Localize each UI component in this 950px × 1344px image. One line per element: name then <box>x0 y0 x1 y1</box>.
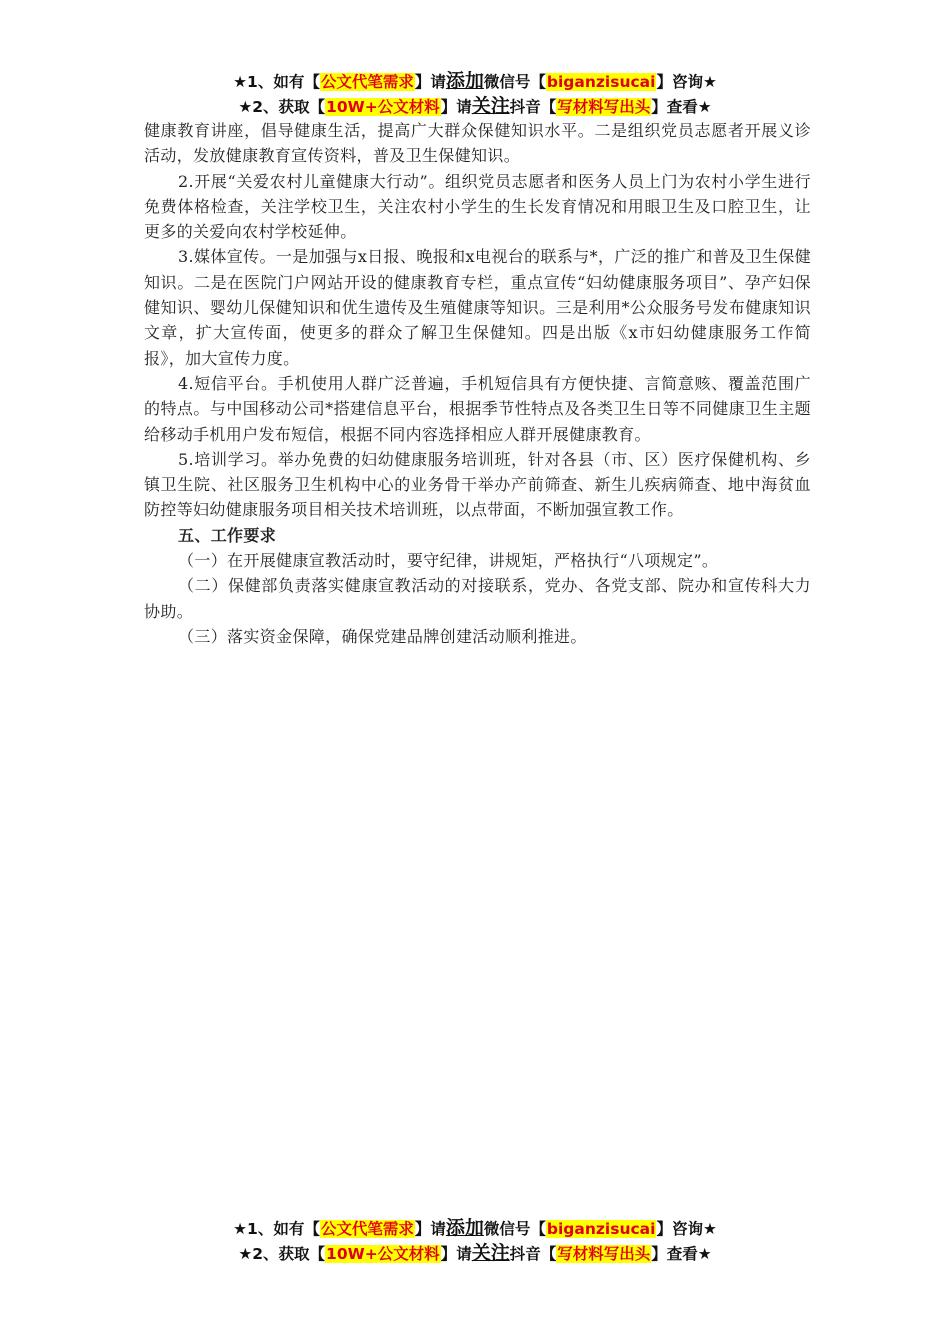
promo-service-highlight: 公文代笔需求 <box>320 73 414 91</box>
document-body <box>144 118 811 649</box>
promo-add-emphasis: 添加 <box>445 70 484 92</box>
promo-line-2-connector: 】请 <box>440 1245 472 1263</box>
promo-line-2-douyin-label: 抖音【 <box>509 1245 557 1263</box>
top-promo-banner <box>0 69 950 119</box>
body-paragraph-continuation: 健康教育讲座，倡导健康生活，提高广大群众保健知识水平。二是组织党员志愿者开展义诊活动，发放健康教育宣传资料，普及卫生保健知识。 <box>144 121 811 166</box>
promo-line-2 <box>0 1241 950 1266</box>
promo-line-2-suffix: 】查看★ <box>651 1245 712 1263</box>
promo-line-1-prefix: ★1、如有【 <box>233 73 320 91</box>
promo-line-1-wechat-label: 微信号【 <box>483 73 546 91</box>
promo-line-1-connector: 】请 <box>414 1220 446 1238</box>
promo-wechat-id: biganzisucai <box>546 1220 656 1238</box>
promo-douyin-account: 写材料写出头 <box>557 1245 651 1263</box>
promo-line-1-connector: 】请 <box>414 73 446 91</box>
promo-materials-highlight: 10W+公文材料 <box>326 1245 440 1263</box>
promo-line-1-wechat-label: 微信号【 <box>483 1220 546 1238</box>
promo-line-1-suffix: 】咨询★ <box>656 1220 717 1238</box>
promo-add-emphasis: 添加 <box>445 1217 484 1239</box>
bottom-promo-banner <box>0 1216 950 1266</box>
promo-service-highlight: 公文代笔需求 <box>320 1220 414 1238</box>
section-heading-requirements: 五、工作要求 <box>178 525 277 545</box>
promo-douyin-account: 写材料写出头 <box>557 98 651 116</box>
promo-line-1 <box>0 69 950 94</box>
promo-materials-highlight: 10W+公文材料 <box>326 98 440 116</box>
requirement-item-2: （二）保健部负责落实健康宣教活动的对接联系，党办、各党支部、院办和宣传科大力协助。 <box>144 576 811 621</box>
body-paragraph-sms: 4.短信平台。手机使用人群广泛普遍，手机短信具有方便快捷、言简意赅、覆盖范围广的特点。与中国移动公司*搭建信息平台，根据季节性特点及各类卫生日等不同健康卫生主题给移动手机用户发布短信，根据不同内容选择相应人群开展健康教育。 <box>144 373 811 444</box>
promo-line-2-prefix: ★2、获取【 <box>238 98 326 116</box>
requirement-item-1: （一）在开展健康宣教活动时，要守纪律，讲规矩，严格执行“八项规定”。 <box>178 551 719 571</box>
body-paragraph-training: 5.培训学习。举办免费的妇幼健康服务培训班，针对各县（市、区）医疗保健机构、乡镇卫生院、社区服务卫生机构中心的业务骨干举办产前筛查、新生儿疾病筛查、地中海贫血防控等妇幼健康服务项目相关技术培训班，以点带面，不断加强宣教工作。 <box>144 449 811 520</box>
body-paragraph-children-health: 2.开展“关爱农村儿童健康大行动”。组织党员志愿者和医务人员上门为农村小学生进行免费体格检查，关注学校卫生，关注农村小学生的生长发育情况和用眼卫生及口腔卫生，让更多的关爱向农村学校延伸。 <box>144 171 811 242</box>
promo-line-2-prefix: ★2、获取【 <box>238 1245 326 1263</box>
promo-line-1 <box>0 1216 950 1241</box>
promo-line-2-connector: 】请 <box>440 98 472 116</box>
promo-follow-emphasis: 关注 <box>471 95 510 117</box>
promo-line-2-douyin-label: 抖音【 <box>509 98 557 116</box>
promo-line-2 <box>0 94 950 119</box>
requirement-item-3: （三）落实资金保障，确保党建品牌创建活动顺利推进。 <box>178 626 587 646</box>
promo-wechat-id: biganzisucai <box>546 73 656 91</box>
promo-line-1-suffix: 】咨询★ <box>656 73 717 91</box>
promo-line-2-suffix: 】查看★ <box>651 98 712 116</box>
promo-line-1-prefix: ★1、如有【 <box>233 1220 320 1238</box>
promo-follow-emphasis: 关注 <box>471 1242 510 1264</box>
body-paragraph-media: 3.媒体宣传。一是加强与x日报、晚报和x电视台的联系与*，广泛的推广和普及卫生保健知识。二是在医院门户网站开设的健康教育专栏，重点宣传“妇幼健康服务项目”、孕产妇保健知识、婴幼儿保健知识和优生遗传及生殖健康等知识。三是利用*公众服务号发布健康知识文章，扩大宣传面，使更多的群众了解卫生保健知。四是出版《x市妇幼健康服务工作简报》，加大宣传力度。 <box>144 247 811 368</box>
